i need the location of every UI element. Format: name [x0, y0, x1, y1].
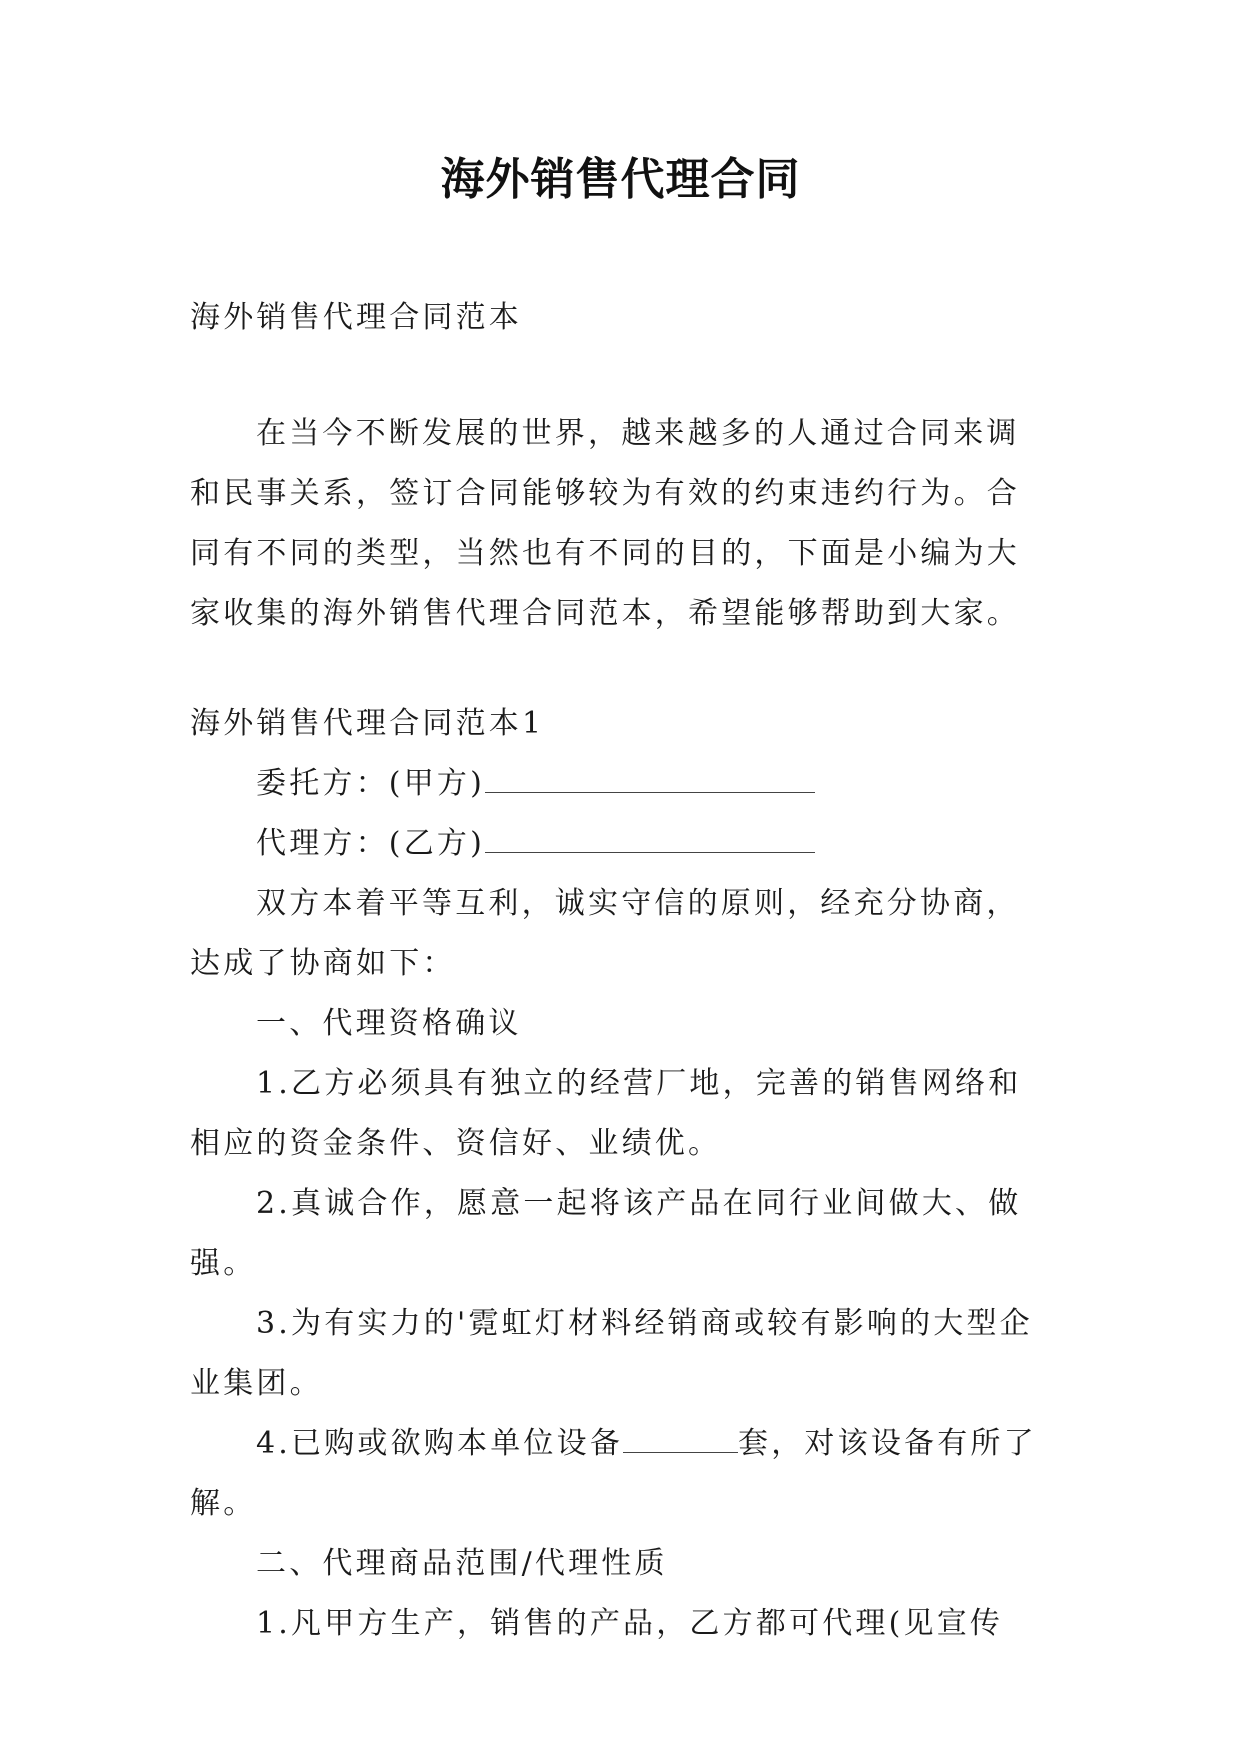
- item-1-4: [190, 1414, 1050, 1534]
- heading-2: 二、代理商品范围/代理性质: [256, 1546, 668, 1581]
- party-a-blank: [485, 766, 815, 793]
- section-title: 海外销售代理合同范本1: [190, 706, 545, 741]
- party-b-label: 代理方：(乙方): [256, 826, 486, 861]
- item-1-4-before: 4.已购或欲购本单位设备: [256, 1426, 624, 1461]
- item-1-1: 1.乙方必须具有独立的经营厂地，完善的销售网络和相应的资金条件、资信好、业绩优。: [190, 1066, 1022, 1161]
- party-b-line: [190, 814, 1050, 874]
- agreement-paragraph: 双方本着平等互利，诚实守信的原则，经充分协商，达成了协商如下：: [190, 886, 1020, 981]
- item-1-2: 2.真诚合作，愿意一起将该产品在同行业间做大、做强。: [190, 1186, 1022, 1281]
- heading-1: 一、代理资格确议: [256, 1006, 522, 1041]
- item-1-3: 3.为有实力的'霓虹灯材料经销商或较有影响的大型企业集团。: [190, 1306, 1033, 1401]
- document-subtitle: 海外销售代理合同范本: [190, 300, 522, 335]
- party-a-line: [190, 754, 1050, 814]
- item-2-1: 1.凡甲方生产，销售的产品，乙方都可代理(见宣传: [256, 1606, 1004, 1641]
- item-1-4-blank: [623, 1426, 738, 1453]
- party-b-blank: [485, 826, 815, 853]
- document-title: 海外销售代理合同: [440, 154, 801, 205]
- contract-body: [190, 694, 1050, 1654]
- intro-paragraph: 在当今不断发展的世界，越来越多的人通过合同来调和民事关系，签订合同能够较为有效的约束违约行为。合同有不同的类型，当然也有不同的目的，下面是小编为大家收集的海外销售代理合同范本，希望能够帮助到大家。: [190, 416, 1020, 631]
- party-a-label: 委托方：(甲方): [256, 766, 486, 801]
- item-1-4-after: 套，对该设备有所了解。: [190, 1426, 1037, 1521]
